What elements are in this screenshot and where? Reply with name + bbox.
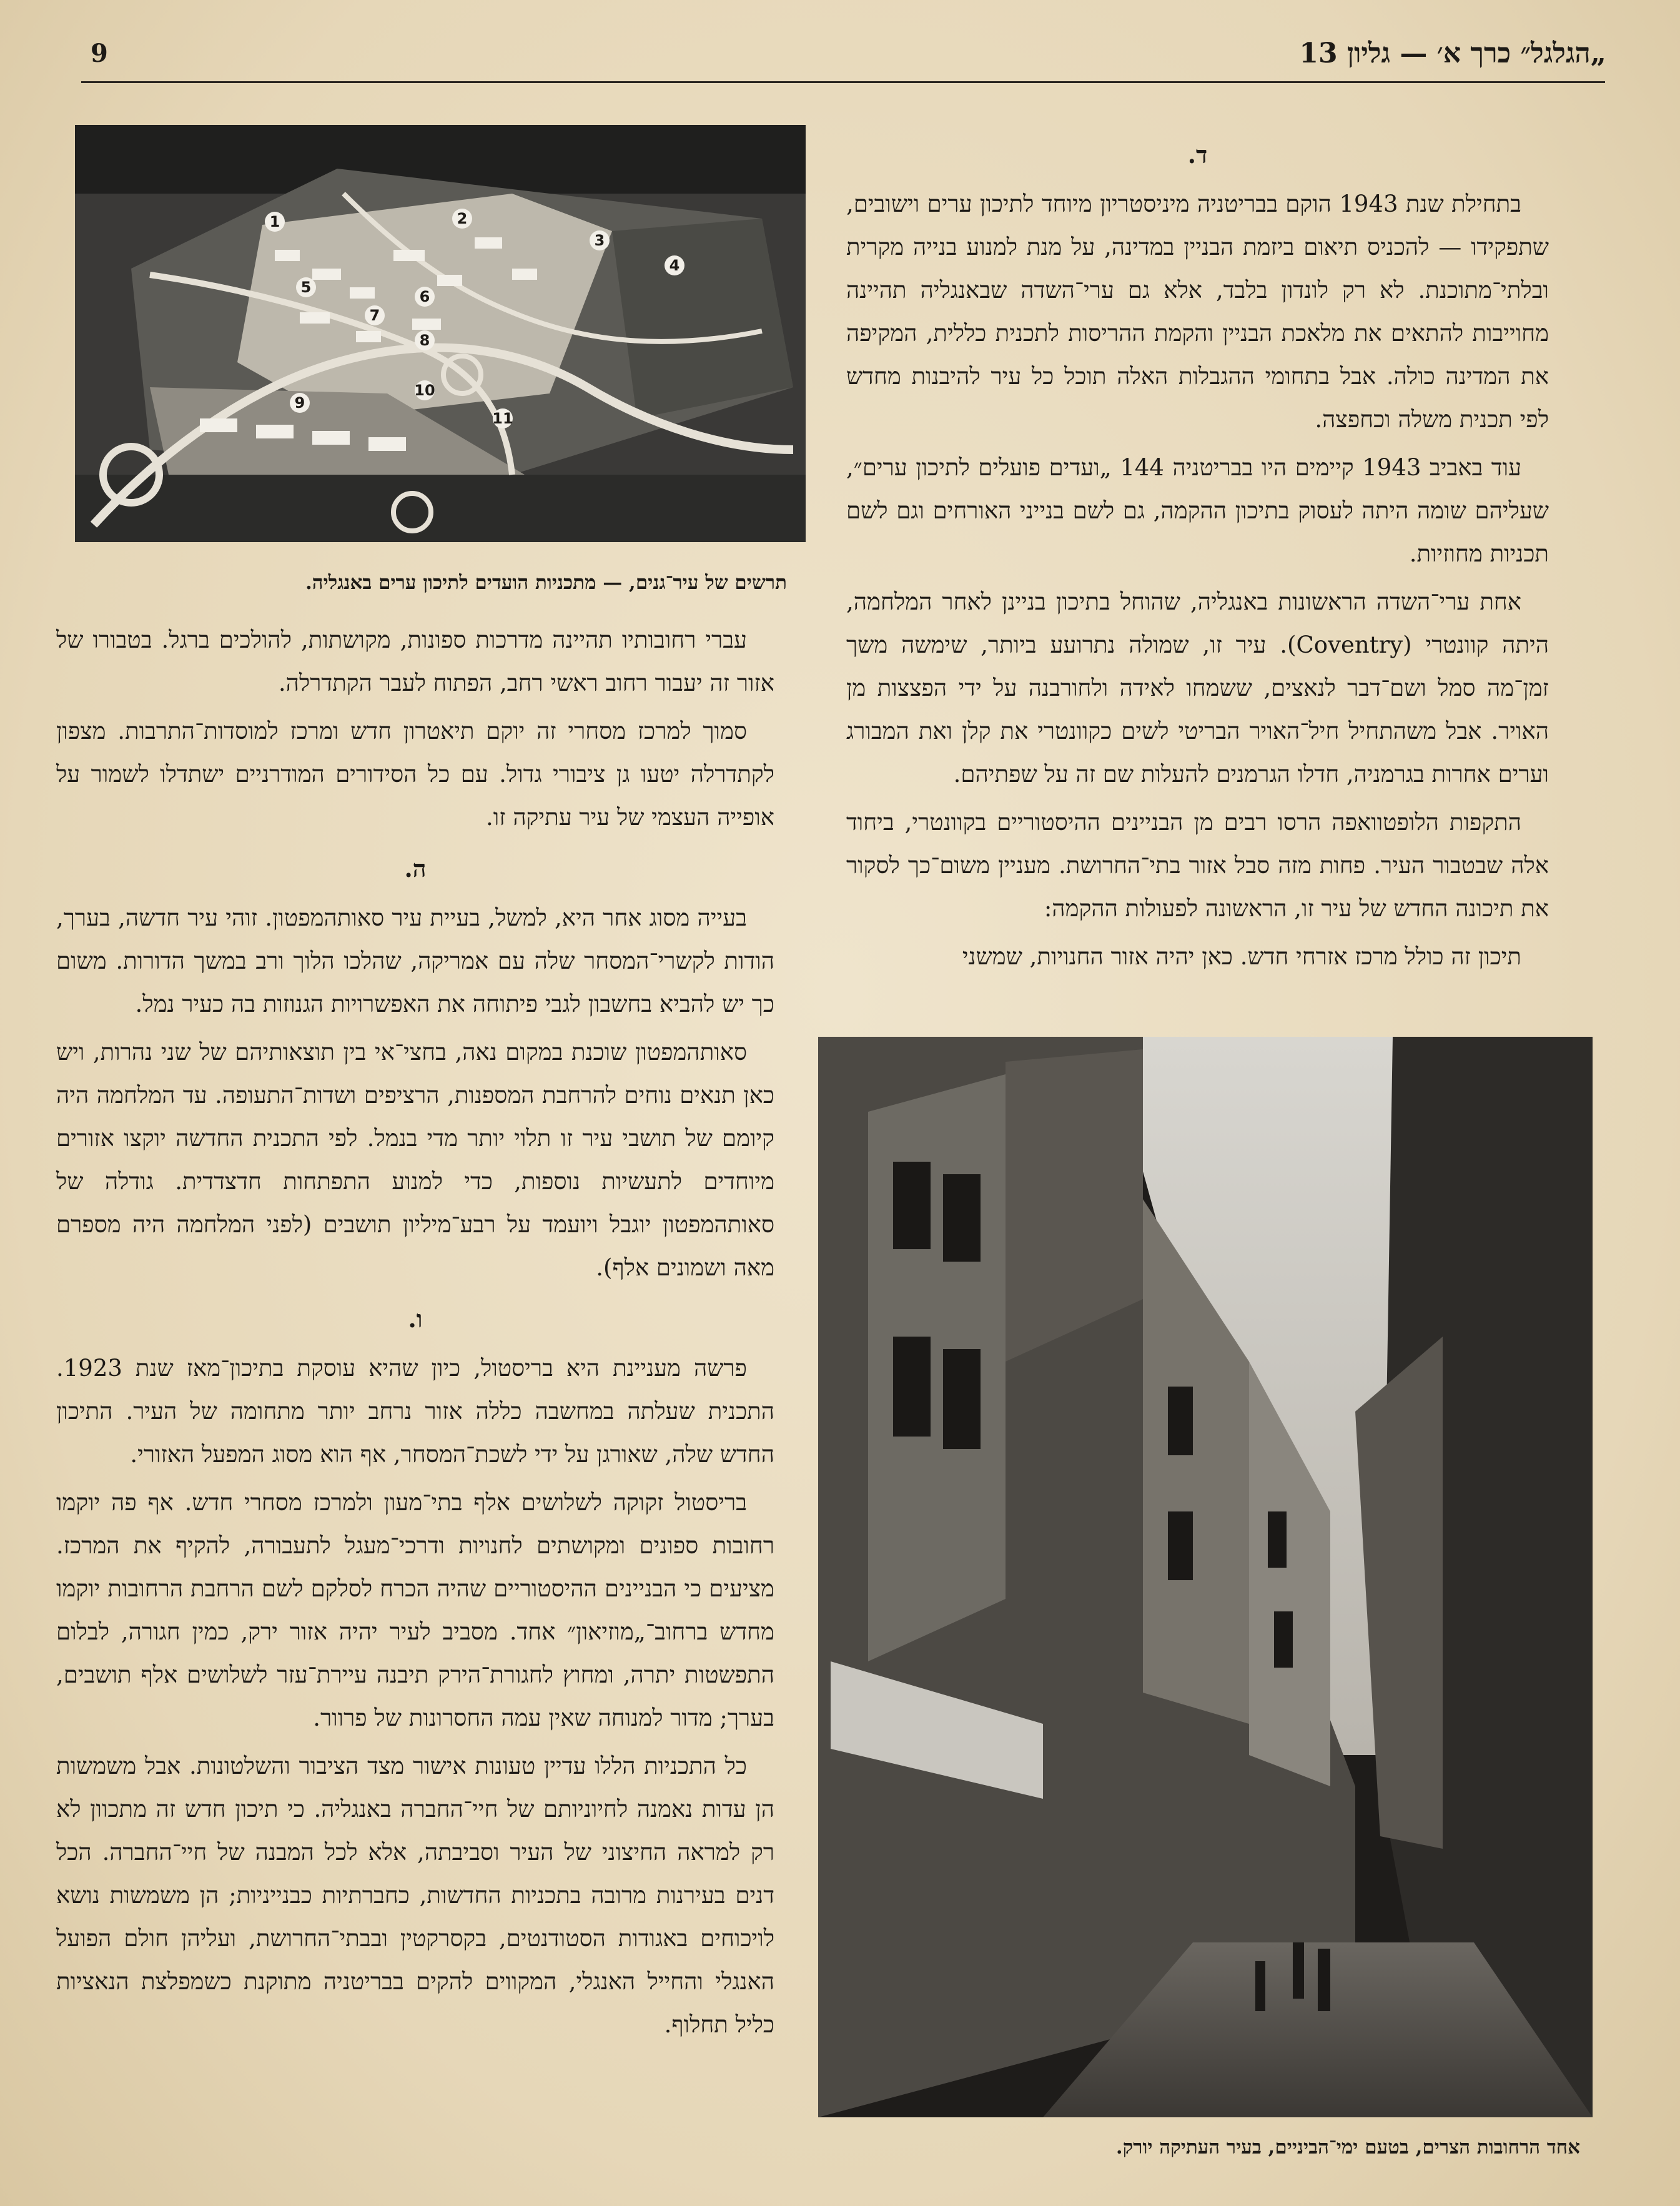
map-marker-label: 1	[269, 213, 280, 230]
paragraph: בעייה מסוג אחר היא, למשל, בעיית עיר סאותהמפטון. זוהי עיר חדשה, בערך, הודות לקשרי־המסחר שלה עם אמריקה, שהלכו הלוך ורב במשך הדורות. משום כך יש להביא בחשבון לגבי פיתוחה את האפשרויות הגנוזות בה כעיר נמל.	[56, 904, 774, 1017]
paragraph: סמוך למרכז מסחרי זה יוקם תיאטרון חדש ומרכז למוסדות־התרבות. מצפון לקתדרלה יטעו גן ציבורי גדול. עם כל הסידורים המודרניים ישתדלו לשמור על אופייה העצמי של עיר עתיקה זו.	[56, 718, 774, 831]
street-photo-caption: אחד הרחובות הצרים, בטעם ימי־הביניים, בעיר העתיקה יורק.	[1115, 2136, 1580, 2159]
right-column	[846, 125, 1549, 983]
paragraph: תיכון זה כולל מרכז אזרחי חדש. כאן יהיה אזור החנויות, שמשני	[962, 943, 1521, 970]
paragraph: אחת ערי־השדה הראשונות באנגליה, שהוחל בתיכון בניינן לאחר המלחמה, היתה קוונטרי (Coventry). עיר זו, שמולה נתרועע ביותר, שימשה משך זמן־מה סמל ושם־דבר לנאצים, ששמחו לאידה ולחורבנה על ידי הפצצות מן האויר. אבל משהתחיל חיל־האויר הבריטי לשים כקוונטרי את קלן ואת המבורג וערים אחרות בגרמניה, חדלו הגרמנים להעלות שם זה על שפתיהם.	[846, 588, 1549, 788]
map-marker-label: 7	[369, 307, 380, 324]
map-marker-label: 11	[492, 410, 513, 427]
paragraph: פרשה מעניינת היא בריסטול, כיון שהיא עוסקת בתיכון־מאז שנת 1923. התכנית שעלתה במחשבה כללה אזור נרחב יותר מתחומה של העיר. התיכון החדש שלה, שאורגן על ידי לשכת־המסחר, אף הוא מסוג המפעל האזורי.	[56, 1355, 774, 1468]
york-street-photo	[818, 1037, 1593, 2117]
map-marker-label: 10	[414, 382, 435, 399]
map-marker-label: 9	[294, 394, 305, 412]
paragraph: בתחילת שנת 1943 הוקם בבריטניה מיניסטריון מיוחד לתיכון ערים וישובים, שתפקידו — להכניס תיאום ביזמת הבניין במדינה, על מנת למנוע בנייה מקרית ובלתי־מתוכנת. לא רק לונדון בלבד, אלא גם ערי־השדה שבאנגליה תהיינה מחוייבות להתאים את מלאכת הבניין והקמת ההריסות לתכנית כללית, המקיפה את המדינה כולה. אבל בתחומי ההגבלות האלה תוכל כל עיר להיבנות מחדש לפי תכנית משלה וכחפצה.	[846, 190, 1549, 433]
section-heading-d: ד.	[1187, 141, 1208, 169]
paragraph: בריסטול זקוקה לשלושים אלף בתי־מעון ולמרכז מסחרי חדש. אף פה יוקמו רחובות ספונים ומקושתים לחנויות ודרכי־מעגל לתעבורה, להקיף את המרכז. מציעים כי הבניינים ההיסטוריים שהיה הכרח לסלקם לשם הרחבת הרחובות יוקמו מחדש ברחוב־„מוזיאון״ אחד. מסביב לעיר יהיה אזור ירק, כמין חגורה, לבלום התפשטות יתרה, ומחוץ לחגורת־הירק תיבנה עיירת־עזר לשלושים אלף תושבים, בערך; מדור למנוחה שאין עמה החסרונות של פרוור.	[56, 1489, 774, 1731]
header-rule	[81, 81, 1605, 83]
map-marker-label: 2	[457, 210, 468, 227]
map-marker-label: 3	[594, 232, 605, 249]
map-marker-label: 8	[419, 332, 430, 349]
map-marker-label: 5	[300, 279, 312, 296]
paragraph: סאותהמפטון שוכנת במקום נאה, בחצי־אי בין תוצאותיהם של שני נהרות, ויש כאן תנאים נוחים להרחבת המספנות, הרציפים ושדות־התעופה. עד המלחמה היה קיומם של תושבי עיר זו תלוי יותר מדי בנמל. לפי התכנית החדשה יוקצו אזורים מיוחדים לתעשיות נוספות, כדי למנוע התפתחות חדצדדית. גודלה של סאותהמפטון יוגבל ויועמד על רבע־מיליון תושבים (לפני המלחמה היה מספרם מאה ושמונים אלף).	[56, 1039, 774, 1281]
garden-city-plan-image	[75, 125, 806, 542]
paragraph: עוד באביב 1943 קיימים היו בבריטניה 144 „ועדים פועלים לתיכון ערים״, שעליהם שומה היתה לעסוק בתיכון ההקמה, גם לשם בנייני האורחים וגם לשם תכניות מחוזיות.	[846, 454, 1549, 567]
running-title: „הגלגל״ כרך א׳ — גליון 13	[1299, 37, 1606, 69]
paragraph: עברי רחובותיו תהיינה מדרכות ספונות, מקושתות, להולכים ברגל. בטבורו של אזור זה יעבור רחוב ראשי רחב, הפתוח לעבר הקתדרלה.	[56, 626, 774, 696]
map-caption: תרשים של עיר־גנים, — מתכניות הועדים לתיכון ערים באנגליה.	[305, 571, 787, 594]
map-marker-label: 4	[669, 257, 680, 274]
paragraph: התקפות הלופטוואפה הרסו רבים מן הבניינים ההיסטוריים בקוונטרי, ביחוד אלה שבטבור העיר. פחות מזה סבל אזור בתי־החרושת. מעניין משום־כך לסקור את תיכונה החדש של עיר זו, הראשונה לפעולות ההקמה:	[846, 809, 1549, 922]
section-heading-v: ו.	[408, 1305, 423, 1333]
paragraph: כל התכניות הללו עדיין טעונות אישור מצד הציבור והשלטונות. אבל משמשות הן עדות נאמנה לחיוניותם של חיי־החברה באנגליה. כי תיכון חדש זה מתכוון לא רק למראה החיצוני של העיר וסביבתה, אלא לכל המבנה של חיי־החברה. הכל דנים בעירנות מרובה בתכניות החדשות, כחברתיות כבנייניות; הן משמשות נושא לויכוחים באגודות הסטודנטים, בקסרקטין ובבתי־החרושת, ועליהן חולם הפועל האנגלי והחייל האנגלי, המקווים להקים בבריטניה מתוקנת כשמפלצת הנאציות כליל תחלוף.	[56, 1753, 774, 2038]
map-marker-label: 6	[419, 288, 430, 305]
section-heading-h: ה.	[404, 854, 427, 883]
left-column	[56, 618, 774, 2051]
page-number: 9	[91, 39, 108, 68]
